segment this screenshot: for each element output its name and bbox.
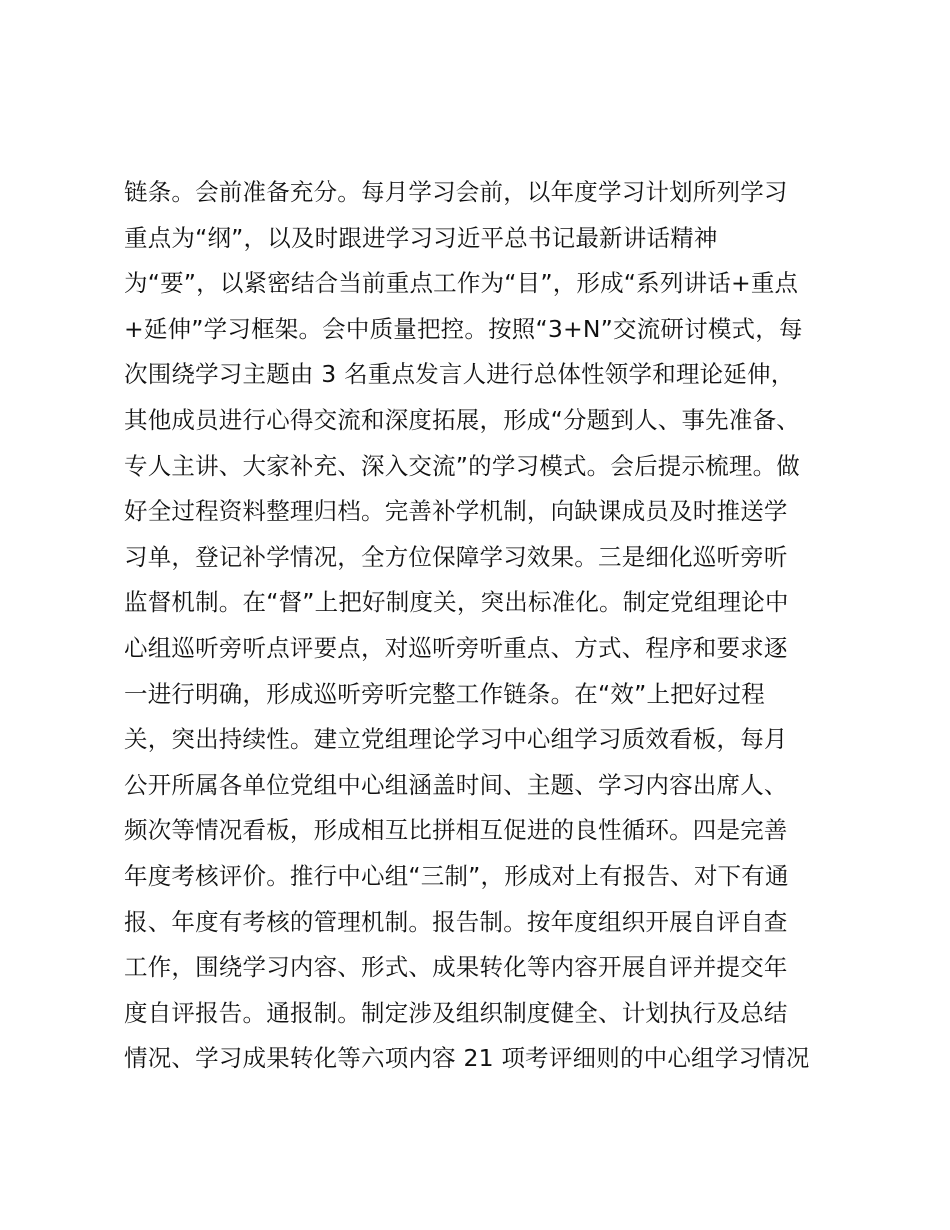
text-line: 年度考核评价。推行中心组“三制”，形成对上有报告、对下有通	[124, 861, 789, 890]
text-line: 链条。会前准备充分。每月学习会前，以年度学习计划所列学习	[124, 178, 788, 206]
text-line: 其他成员进行心得交流和深度拓展，形成“分题到人、事先准备、	[124, 405, 800, 434]
text-line: 情况、学习成果转化等六项内容 21 项考评细则的中心组学习情况	[124, 1044, 810, 1073]
text-line: 专人主讲、大家补充、深入交流”的学习模式。会后提示梳理。做	[124, 451, 800, 480]
text-line: 习单，登记补学情况，全方位保障学习效果。三是细化巡听旁听	[124, 542, 788, 571]
text-line: 工作，围绕学习内容、形式、成果转化等内容开展自评并提交年	[124, 953, 788, 982]
text-line: 关，突出持续性。建立党组理论学习中心组学习质效看板，每月	[124, 725, 788, 754]
text-line: 次围绕学习主题由 3 名重点发言人进行总体性领学和理论延伸，	[124, 360, 795, 389]
text-line: 度自评报告。通报制。制定涉及组织制度健全、计划执行及总结	[124, 998, 788, 1027]
text-line: 报、年度有考核的管理机制。报告制。按年度组织开展自评自查	[124, 907, 788, 936]
body-text	[124, 170, 844, 1082]
text-line: 监督机制。在“督”上把好制度关，突出标准化。制定党组理论中	[124, 588, 789, 617]
text-line: 为“要”，以紧密结合当前重点工作为“目”，形成“系列讲话+重点	[124, 269, 799, 298]
text-line: 好全过程资料整理归档。完善补学机制，向缺课成员及时推送学	[124, 497, 788, 526]
text-line: 频次等情况看板，形成相互比拼相互促进的良性循环。四是完善	[124, 816, 788, 845]
text-line: 重点为“纲”，以及时跟进学习习近平总书记最新讲话精神	[124, 223, 718, 252]
text-line: 心组巡听旁听点评要点，对巡听旁听重点、方式、程序和要求逐	[124, 633, 788, 662]
text-line: 一进行明确，形成巡听旁听完整工作链条。在“效”上把好过程	[124, 679, 765, 708]
text-line: 公开所属各单位党组中心组涵盖时间、主题、学习内容出席人、	[124, 770, 788, 799]
text-line: +延伸”学习框架。会中质量把控。按照“3+N”交流研讨模式，每	[124, 314, 803, 343]
